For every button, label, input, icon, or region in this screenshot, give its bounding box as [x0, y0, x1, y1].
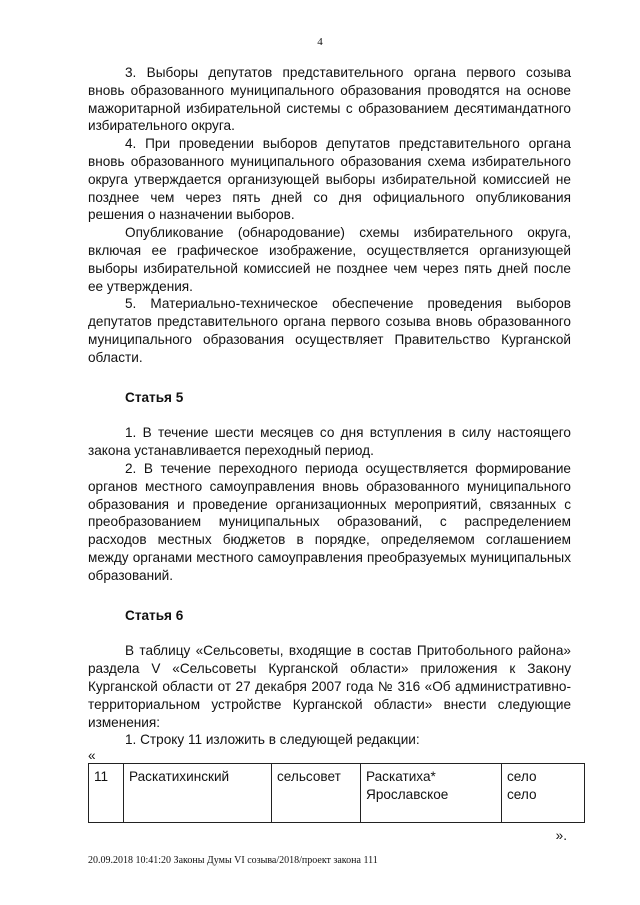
article-5-paragraph-2: 2. В течение переходного периода осуществляется формирование органов местного самоуправления вновь образованного муниципального образования и проведение организационных мероприятий, связанных с преобразованием муниципальных образований, с распределением расходов местных бюджетов в порядке, определяемом соглашением между органами местного самоуправления преобразуемых муниципальных образований.	[88, 460, 571, 583]
article-5-paragraph-1: 1. В течение шести месяцев со дня вступления в силу настоящего закона устанавливается переходный период.	[88, 425, 571, 459]
cell-places	[361, 764, 502, 823]
kind-1: село	[507, 769, 537, 785]
table-row	[89, 764, 585, 823]
paragraph-5: 5. Материально-техническое обеспечение проведения выборов депутатов представительного органа первого созыва вновь образованного муниципального образования осуществляет Правительство Курганской области.	[88, 296, 571, 365]
settlements-table	[88, 763, 585, 823]
article-5-title: Статья 5	[125, 389, 184, 405]
place-2: Ярославское	[366, 786, 449, 802]
place-1: Раскатиха*	[366, 769, 436, 785]
paragraph-publication: Опубликование (обнародование) схемы избирательного округа, включая ее графическое изображение, осуществляется организующей выборы избирательной комиссией не позднее чем через пять дней после ее утверждения.	[88, 225, 571, 294]
cell-type: сельсовет	[272, 764, 361, 823]
footer-path: 20.09.2018 10:41:20 Законы Думы VI созыва/2018/проект закона 111	[88, 855, 378, 866]
document-body	[88, 64, 571, 844]
article-6-paragraph-intro: В таблицу «Сельсоветы, входящие в состав Притобольного района» раздела V «Сельсоветы Курганской области» приложения к Закону Курганской области от 27 декабря 2007 года № 316 «Об административно-территориальном устройстве Курганской области» внести следующие изменения:	[88, 643, 571, 730]
cell-kinds	[502, 764, 585, 823]
cell-name: Раскатихинский	[124, 764, 272, 823]
paragraph-4: 4. При проведении выборов депутатов представительного органа вновь образованного муниципального образования схема избирательного округа утверждается организующей выборы избирательной комиссией не позднее чем через пять дней со дня официального опубликования решения о назначении выборов.	[88, 136, 571, 223]
quote-open: «	[88, 748, 96, 764]
page-number: 4	[317, 36, 323, 48]
article-6-paragraph-1: 1. Строку 11 изложить в следующей редакции:	[125, 732, 420, 748]
paragraph-3: 3. Выборы депутатов представительного органа первого созыва вновь образованного муниципального образования проводятся на основе мажоритарной избирательной системы с образованием десятимандатного избирательного округа.	[88, 65, 571, 134]
kind-2: село	[507, 786, 537, 802]
cell-number: 11	[89, 764, 124, 823]
article-6-title: Статья 6	[125, 607, 184, 623]
quote-close: ».	[555, 827, 567, 843]
